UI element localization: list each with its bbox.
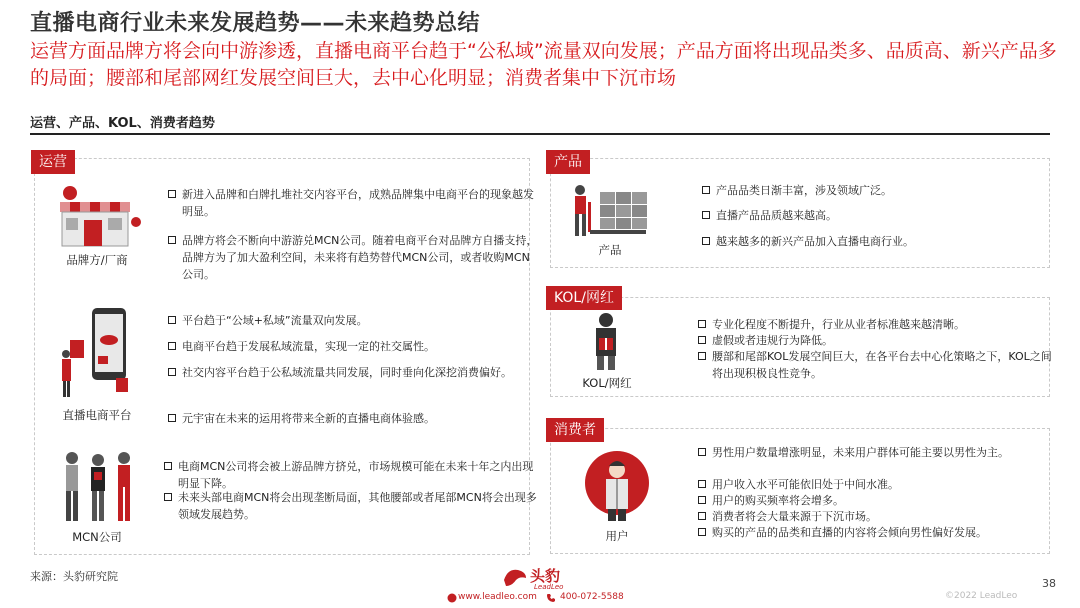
- phone-icon: [546, 593, 556, 603]
- platform-bullet-4: 元宇宙在未来的运用将带来全新的直播电商体验感。: [168, 410, 538, 427]
- platform-bullet-3: 社交内容平台趋于公私域流量共同发展，同时垂向化深挖消费偏好。: [168, 364, 538, 381]
- product-bullet-2: 直播产品品质越来越高。: [702, 207, 1056, 224]
- platform-label: 直播电商平台: [62, 408, 132, 422]
- website-link[interactable]: www.leadleo.com: [458, 592, 537, 602]
- brand-bullet-1: 新进入品牌和白牌扎堆社交内容平台，成熟品牌集中电商平台的现象越发明显。: [168, 186, 538, 220]
- mcn-label: MCN公司: [72, 530, 122, 544]
- product-bullet-3: 越来越多的新兴产品加入直播电商行业。: [702, 233, 1056, 250]
- page-number: 38: [1042, 577, 1056, 590]
- kol-bullet-3: 腰部和尾部KOL发展空间巨大，在各平台去中心化策略之下，KOL之间将出现积极良性竞争。: [698, 348, 1056, 382]
- consumer-bullet-4: 消费者将会大量来源于下沉市场。: [698, 508, 1056, 525]
- warehouse-worker-icon: [568, 182, 652, 240]
- consumer-label: 用户: [605, 529, 629, 543]
- phone-livestream-icon: [56, 306, 140, 402]
- consumer-bullet-2: 用户收入水平可能依旧处于中间水准。: [698, 476, 1056, 493]
- influencers-icon: [56, 448, 142, 526]
- mcn-bullet-1: 电商MCN公司将会被上游品牌方挤兑，市场规模可能在未来十年之内出现明显下降。: [164, 458, 538, 492]
- phone-number: 400-072-5588: [560, 592, 624, 602]
- kol-gift-icon: [586, 312, 626, 372]
- mcn-bullet-2: 未来头部电商MCN将会出现垄断局面，其他腰部或者尾部MCN将会出现多领域发展趋势。: [164, 489, 538, 523]
- brand-label: 品牌方/厂商: [66, 253, 128, 267]
- operations-tag: 运营: [31, 150, 75, 174]
- copyright: ©2022 LeadLeo: [945, 591, 1018, 601]
- section-heading: 运营、产品、KOL、消费者趋势: [30, 116, 215, 131]
- consumer-bullet-1: 男性用户数量增涨明显，未来用户群体可能主要以男性为主。: [698, 444, 1056, 461]
- product-label: 产品: [598, 243, 622, 257]
- globe-icon: [447, 593, 457, 603]
- platform-bullet-2: 电商平台趋于发展私域流量，实现一定的社交属性。: [168, 338, 538, 355]
- section-divider: [30, 133, 1050, 135]
- storefront-icon: [52, 184, 142, 250]
- kol-label: KOL/网红: [582, 376, 632, 390]
- kol-tag: KOL/网红: [546, 286, 622, 310]
- brand-bullet-2: 品牌方将会不断向中游游兑MCN公司。随着电商平台对品牌方自播支持，品牌方为了加大盈利空间，未来将有趋势替代MCN公司，或者收购MCN公司。: [168, 232, 538, 283]
- logo-subtext: LeadLeo: [534, 583, 564, 591]
- consumer-bullet-3: 用户的购买频率将会增多。: [698, 492, 1056, 509]
- kol-bullet-1: 专业化程度不断提升，行业从业者标准越来越清晰。: [698, 316, 1056, 333]
- kol-bullet-2: 虚假或者违规行为降低。: [698, 332, 1056, 349]
- consumer-bullet-5: 购买的产品的品类和直播的内容将会倾向男性偏好发展。: [698, 524, 1056, 541]
- consumer-icon: [582, 448, 652, 522]
- platform-bullet-1: 平台趋于“公域+私域”流量双向发展。: [168, 312, 538, 329]
- consumer-tag: 消费者: [546, 418, 604, 442]
- leadleo-logo-icon: [502, 566, 528, 588]
- page-title: 直播电商行业未来发展趋势——未来趋势总结: [30, 11, 481, 36]
- product-bullet-1: 产品品类日渐丰富，涉及领域广泛。: [702, 182, 1056, 199]
- page-subtitle: 运营方面品牌方将会向中游渗透，直播电商平台趋于“公私域”流量双向发展；产品方面将出现品类多、品质高、新兴产品多的局面；腰部和尾部网红发展空间巨大，去中心化明显；消费者集中下沉市场: [30, 40, 1057, 89]
- source-note: 来源：头豹研究院: [30, 570, 118, 583]
- product-tag: 产品: [546, 150, 590, 174]
- logo-text: 头豹: [530, 567, 561, 585]
